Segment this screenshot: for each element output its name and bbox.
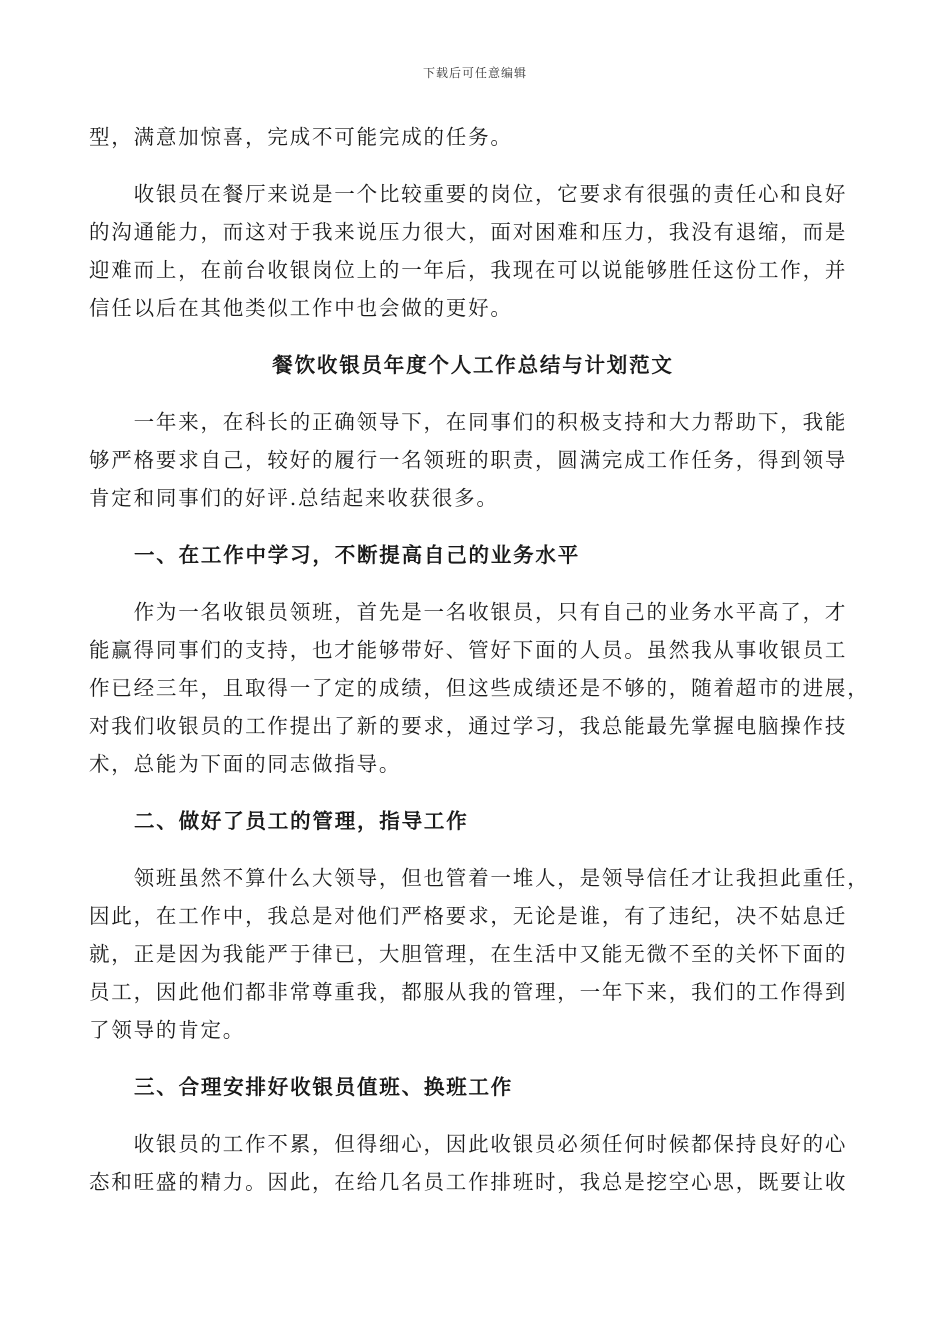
text-line: 作已经三年，且取得一了定的成绩，但这些成绩还是不够的，随着超市的进展， [89, 676, 870, 700]
document-body [89, 118, 870, 1220]
text-line: 收银员的工作不累，但得细心，因此收银员必须任何时候都保持良好的心 [89, 1132, 848, 1156]
text-line: 态和旺盛的精力。因此，在给几名员工作排班时，我总是挖空心思，既要让收 [89, 1170, 848, 1194]
text-line: 信任以后在其他类似工作中也会做的更好。 [89, 296, 513, 320]
paragraph-section-3 [89, 1125, 857, 1201]
text-line: 术，总能为下面的同志做指导。 [89, 752, 402, 776]
section-heading-3: 三、合理安排好收银员值班、换班工作 [134, 1075, 514, 1099]
text-line: 因此，在工作中，我总是对他们严格要求，无论是谁，有了违纪，决不姑息迁 [89, 904, 848, 928]
paragraph-continuation [89, 118, 857, 156]
section-heading-2: 二、做好了员工的管理，指导工作 [134, 809, 469, 833]
text-line: 对我们收银员的工作提出了新的要求，通过学习，我总能最先掌握电脑操作技 [89, 714, 848, 738]
section-heading-1: 一、在工作中学习，不断提高自己的业务水平 [134, 543, 580, 567]
text-line: 型，满意加惊喜，完成不可能完成的任务。 [89, 125, 513, 149]
text-line: 能赢得同事们的支持，也才能够带好、管好下面的人员。虽然我从事收银员工 [89, 638, 848, 662]
text-line: 作为一名收银员领班，首先是一名收银员，只有自己的业务水平高了，才 [89, 600, 848, 624]
paragraph-section-1 [89, 593, 870, 783]
text-line: 领班虽然不算什么大领导，但也管着一堆人，是领导信任才让我担此重任， [89, 866, 870, 890]
text-line: 的沟通能力，而这对于我来说压力很大，面对困难和压力，我没有退缩，而是 [89, 220, 848, 244]
text-line: 肯定和同事们的好评.总结起来收获很多。 [89, 486, 499, 510]
text-line: 一年来，在科长的正确领导下，在同事们的积极支持和大力帮助下，我能 [89, 410, 848, 434]
text-line: 员工，因此他们都非常尊重我，都服从我的管理，一年下来，我们的工作得到 [89, 980, 848, 1004]
paragraph-cashier-role [89, 175, 857, 327]
paragraph-section-2 [89, 859, 870, 1049]
text-line: 迎难而上，在前台收银岗位上的一年后，我现在可以说能够胜任这份工作，并 [89, 258, 848, 282]
page-header: 下载后可任意编辑 [422, 66, 527, 80]
text-line: 就，正是因为我能严于律已，大胆管理，在生活中又能无微不至的关怀下面的 [89, 942, 848, 966]
text-line: 了领导的肯定。 [89, 1018, 246, 1042]
text-line: 收银员在餐厅来说是一个比较重要的岗位，它要求有很强的责任心和良好 [89, 182, 848, 206]
text-line: 够严格要求自己，较好的履行一名领班的职责，圆满完成工作任务，得到领导 [89, 448, 848, 472]
document-title: 餐饮收银员年度个人工作总结与计划范文 [272, 353, 674, 377]
paragraph-intro [89, 403, 857, 517]
